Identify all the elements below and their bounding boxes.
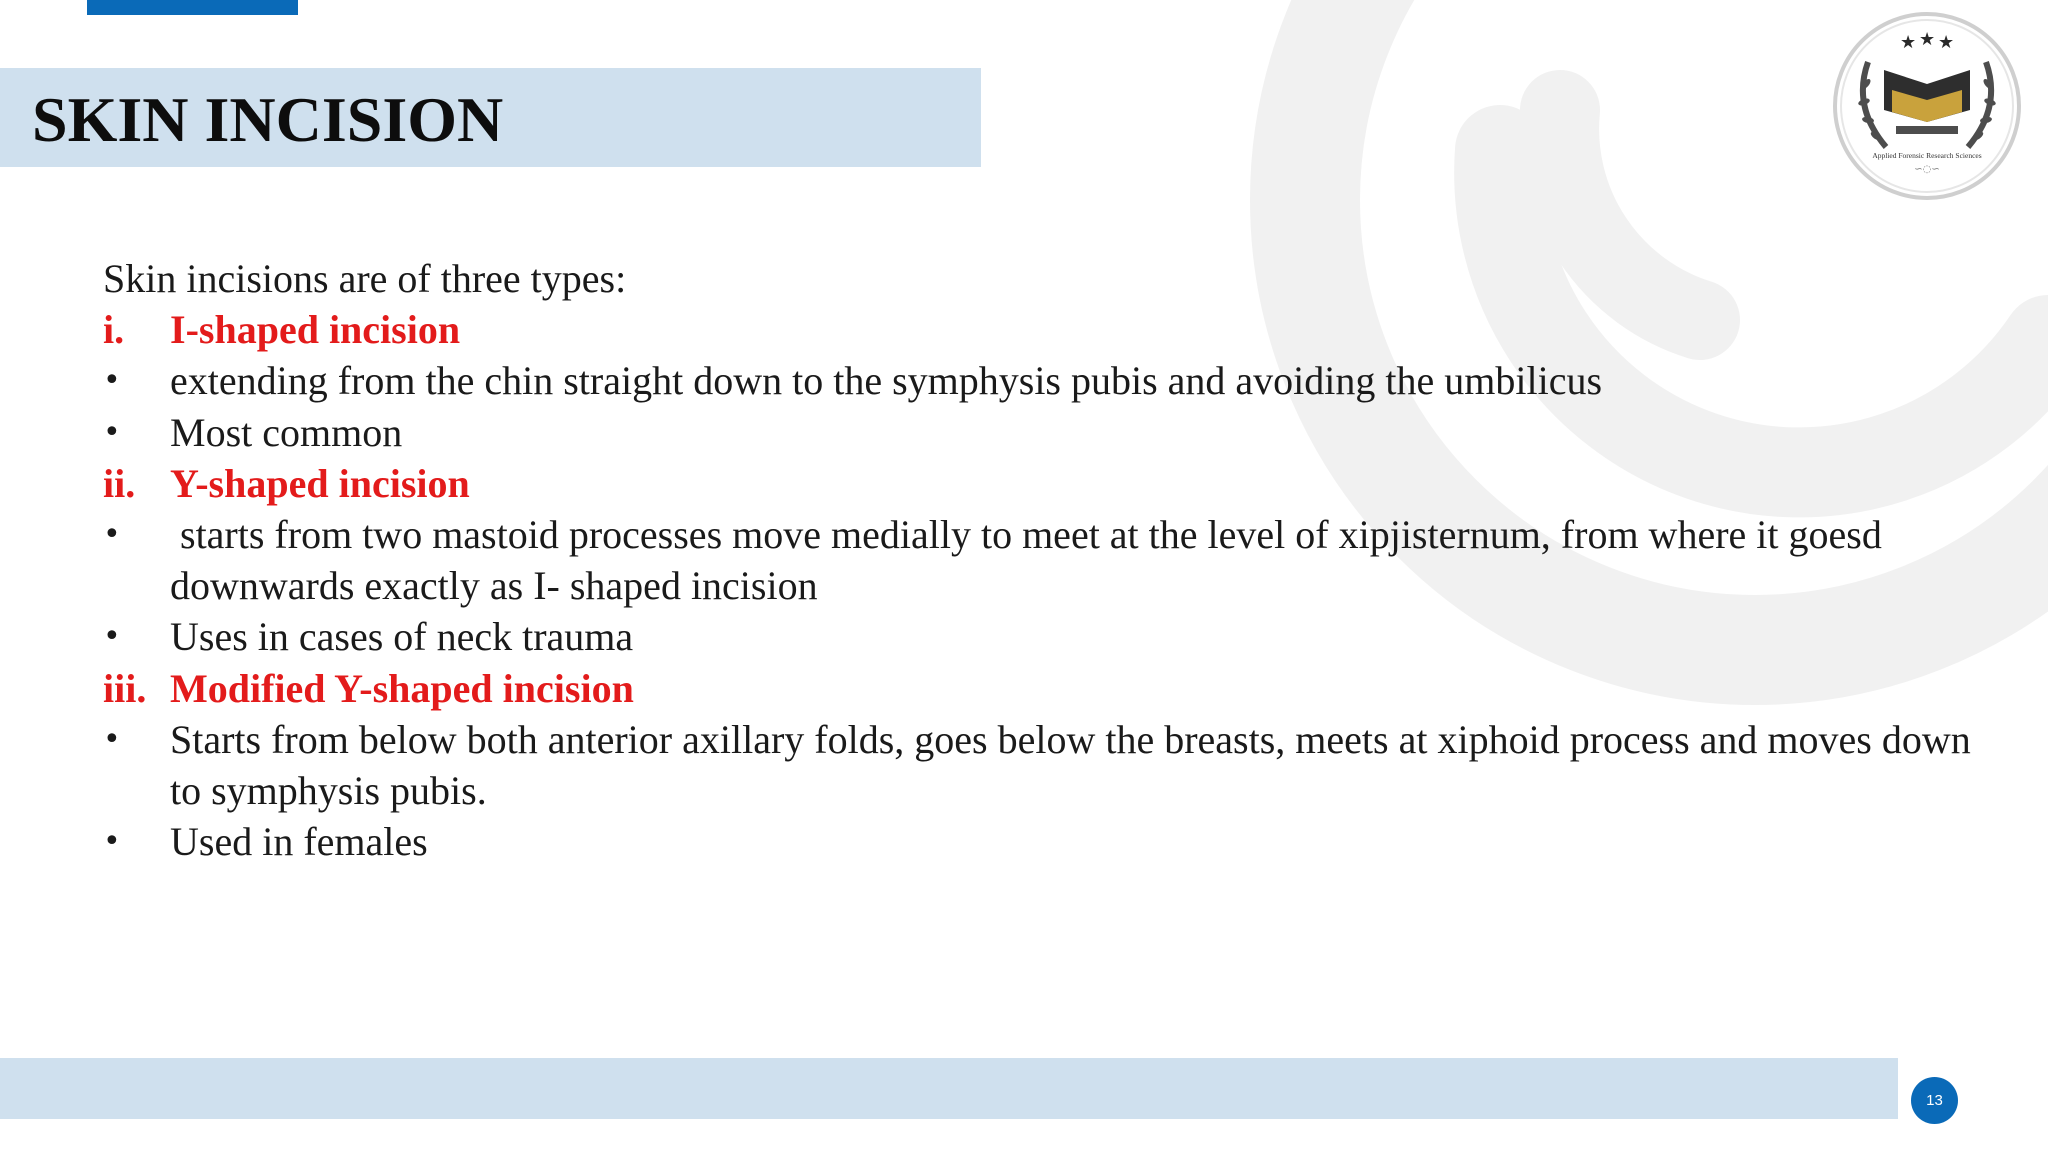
page-number-badge: 13: [1911, 1077, 1958, 1124]
bullet-icon: •: [103, 824, 121, 860]
heading-text: I-shaped incision: [170, 307, 461, 353]
footer-band: [0, 1058, 1898, 1119]
bullet-item: [103, 714, 1982, 816]
list-marker: ii.: [103, 460, 136, 506]
bullet-item: [103, 355, 1903, 406]
svg-text:★: ★: [1919, 29, 1936, 50]
svg-text:Applied Forensic Research Scie: Applied Forensic Research Sciences: [1872, 151, 1982, 160]
slide-title: SKIN INCISION: [32, 84, 504, 155]
bullet-item: [103, 816, 1903, 867]
bullet-icon: •: [103, 517, 121, 553]
heading-text: Y-shaped incision: [170, 460, 470, 506]
bullet-text: starts from two mastoid processes move medially to meet at the level of xipjisternum, from where it goesd downwards exactly as I- shaped incision: [170, 512, 1892, 609]
list-marker: iii.: [103, 665, 147, 711]
bullet-icon: •: [103, 721, 121, 757]
bullet-text: extending from the chin straight down to the symphysis pubis and avoiding the umbilicus: [170, 358, 1603, 404]
bullet-icon: •: [103, 619, 121, 655]
slide-body: [103, 253, 1971, 867]
list-marker: i.: [103, 307, 125, 353]
bullet-item: [103, 407, 1903, 458]
list-item-heading: [103, 663, 1903, 714]
svg-text:★: ★: [1938, 32, 1955, 53]
bullet-text: Starts from below both anterior axillary folds, goes below the breasts, meets at xiphoid process and moves down to symphysis pubis.: [170, 716, 1971, 814]
institution-logo: [1826, 12, 2028, 200]
heading-text: Modified Y-shaped incision: [170, 665, 634, 711]
bullet-text: Used in females: [170, 819, 428, 865]
bullet-text: Uses in cases of neck trauma: [170, 614, 634, 660]
intro-line: Skin incisions are of three types:: [103, 256, 627, 301]
svg-text:★: ★: [1900, 32, 1917, 53]
list-item-heading: [103, 458, 1903, 509]
bullet-icon: •: [103, 363, 121, 399]
svg-text:∽◌∽: ∽◌∽: [1914, 164, 1940, 175]
bullet-item: [103, 509, 1982, 611]
bullet-icon: •: [103, 414, 121, 450]
bullet-text: Most common: [170, 409, 403, 455]
bullet-item: [103, 611, 1903, 662]
list-item-heading: [103, 304, 1903, 355]
top-accent-bar: [87, 0, 298, 15]
